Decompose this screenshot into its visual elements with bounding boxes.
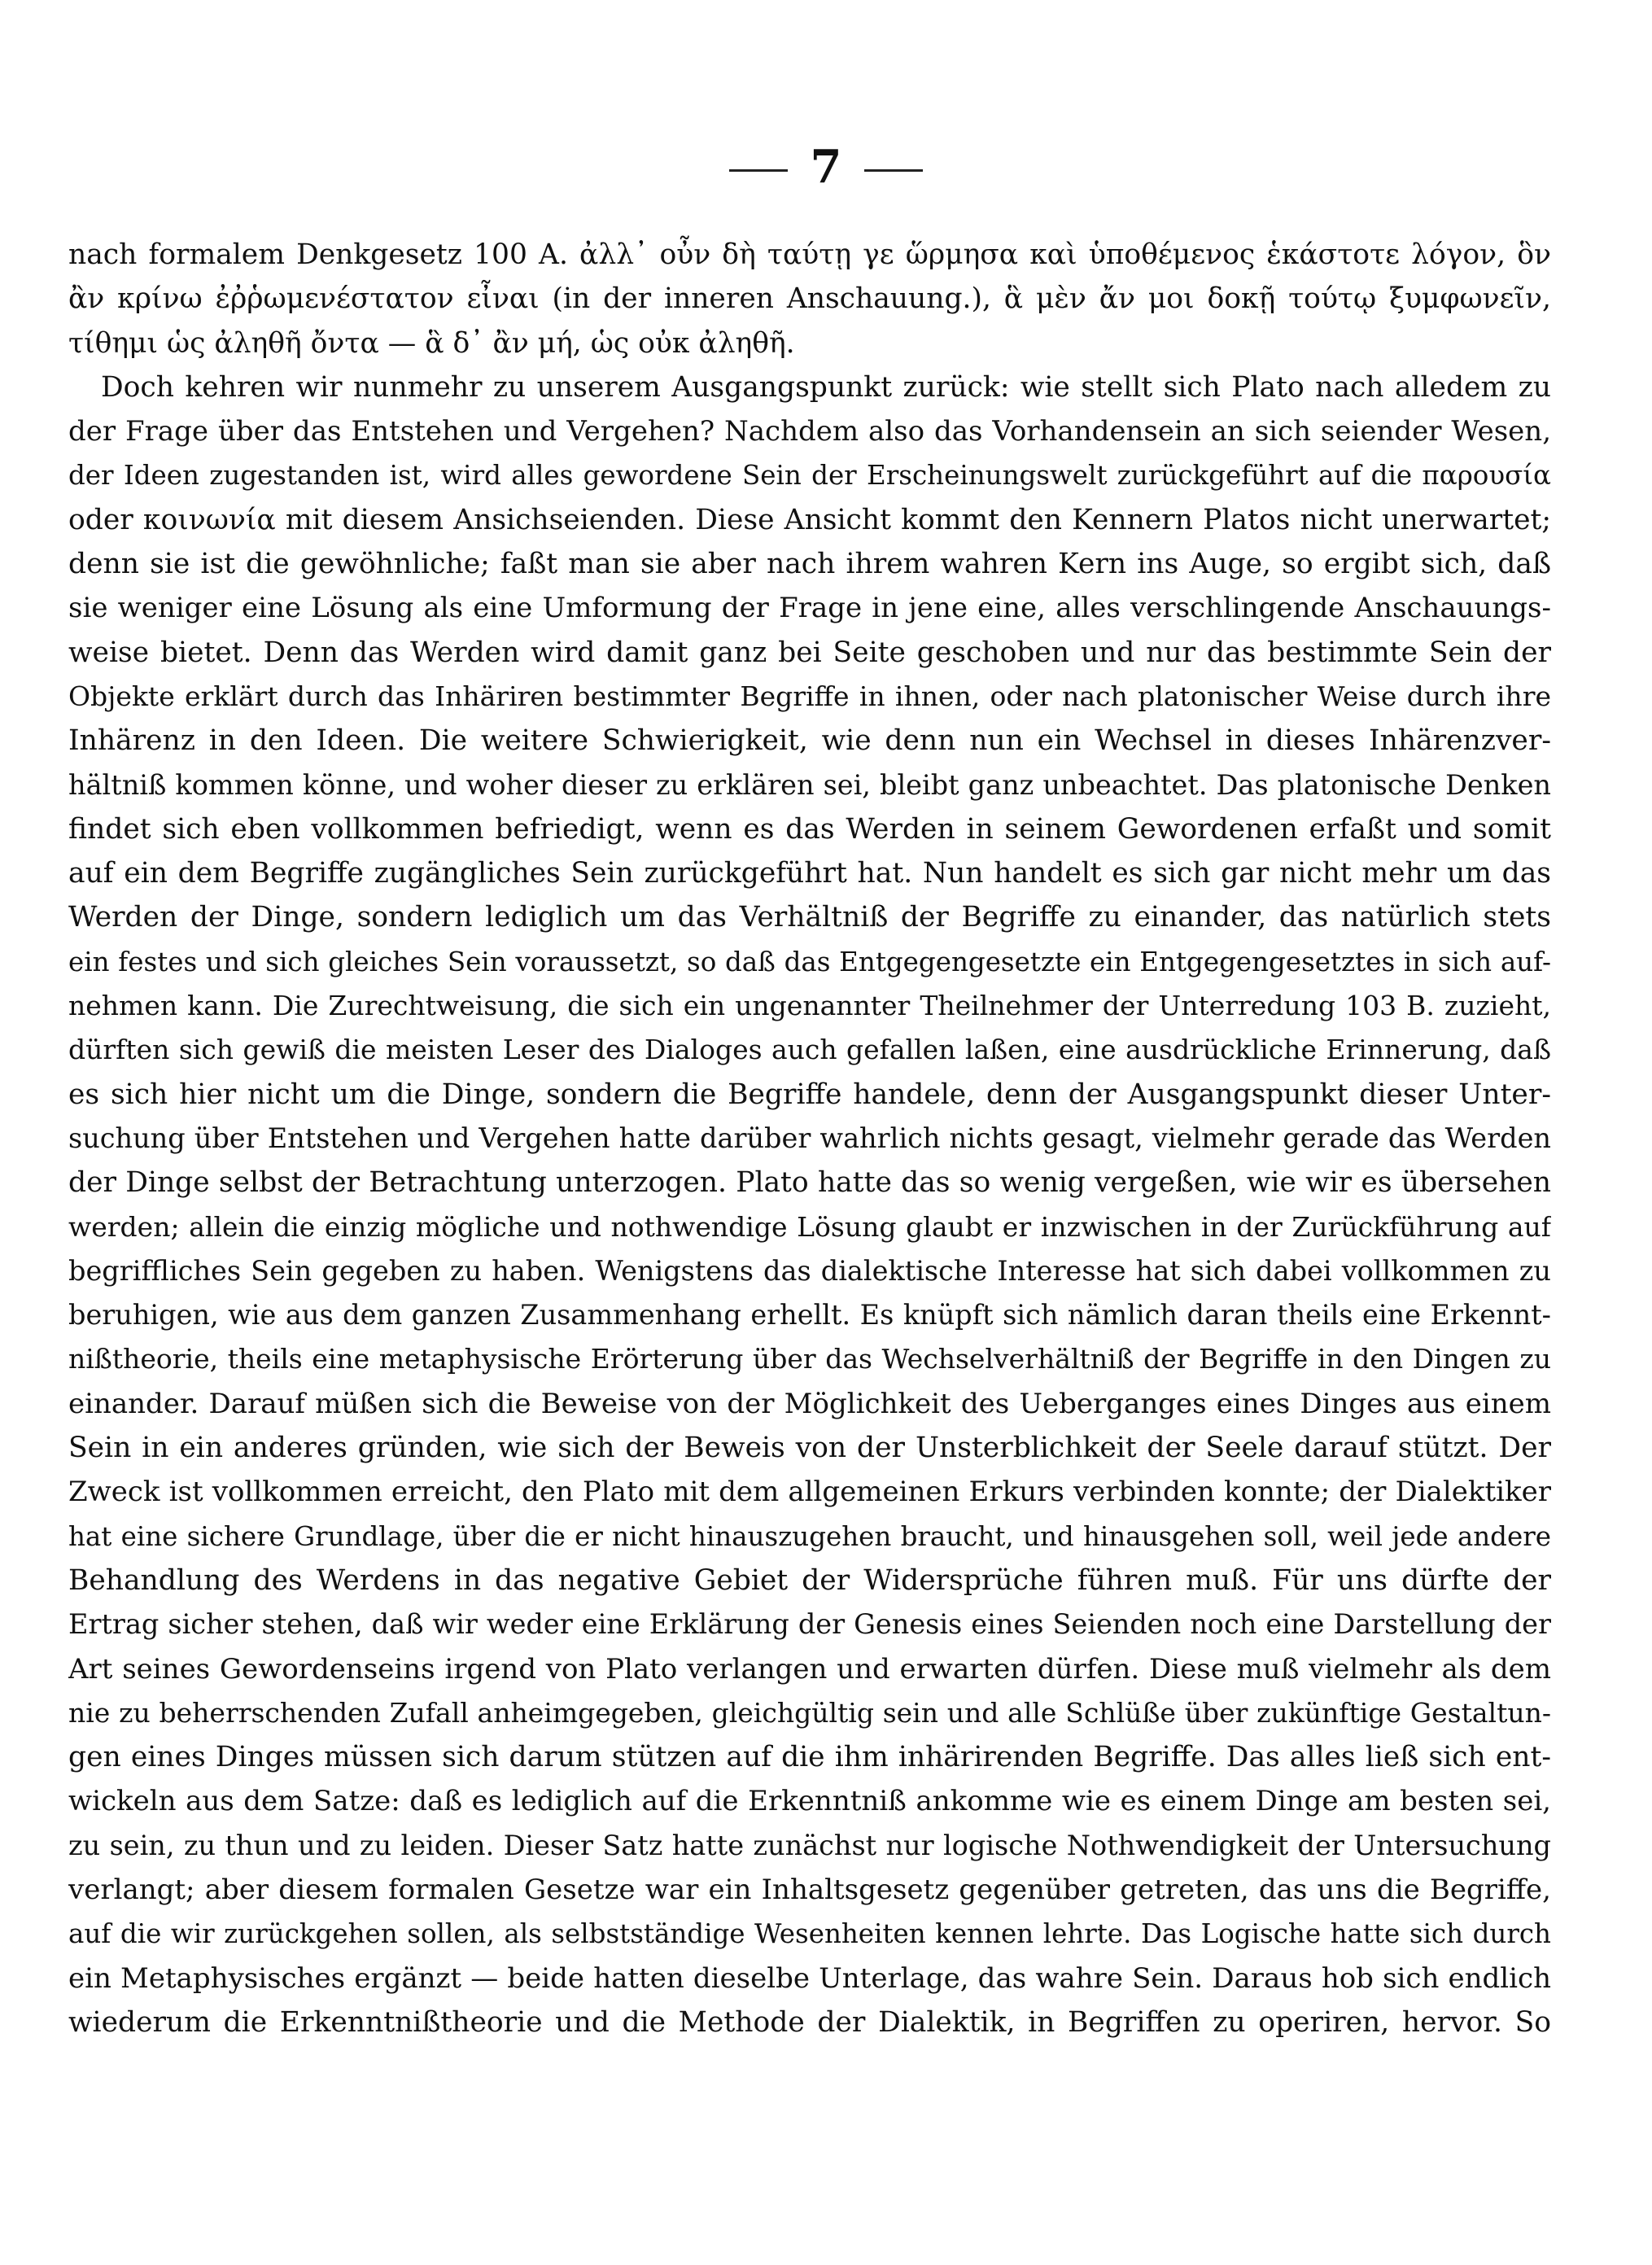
text-line: werden; allein die einzig mögliche und nothwendige Lösung glaubt er inzwischen in der Zurückführung auf	[68, 1210, 1551, 1243]
text-line: hat eine sichere Grundlage, über die er nicht hinauszugehen braucht, und hinausgehen soll, weil jede andere	[68, 1520, 1551, 1552]
text-line: Objekte erklärt durch das Inhäriren bestimmter Begriffe in ihnen, oder nach platonischer Weise durch ihre	[68, 680, 1551, 712]
text-line: weise bietet. Denn das Werden wird damit ganz bei Seite geschoben und nur das bestimmte Sein der	[68, 636, 1551, 669]
text-line: oder κοινωνία mit diesem Ansichseienden. Diese Ansicht kommt den Kennern Platos nicht unerwartet;	[68, 503, 1551, 536]
text-line: suchung über Entstehen und Vergehen hatte darüber wahrlich nichts gesagt, vielmehr gerade das Werden	[68, 1122, 1551, 1154]
text-line: denn sie ist die gewöhnliche; faßt man sie aber nach ihrem wahren Kern ins Auge, so ergibt sich, daß	[68, 548, 1551, 581]
text-line: findet sich eben vollkommen befriedigt, wenn es das Werden in seinem Gewordenen erfaßt und somit	[68, 812, 1551, 846]
text-line: wiederum die Erkenntnißtheorie und die Methode der Dialektik, in Begriffen zu operiren, hervor. So	[68, 2005, 1551, 2039]
text-line: nißtheorie, theils eine metaphysische Erörterung über das Wechselverhältniß der Begriffe in den Dingen zu	[68, 1343, 1551, 1375]
text-line: gen eines Dinges müssen sich darum stützen auf die ihm inhärirenden Begriffe. Das alles ließ sich ent-	[68, 1741, 1551, 1774]
text-line: ein festes und sich gleiches Sein voraussetzt, so daß das Entgegengesetzte ein Entgegengesetztes in sich auf-	[68, 946, 1551, 977]
text-line: beruhigen, wie aus dem ganzen Zusammenhang erhellt. Es knüpft sich nämlich daran theils eine Erkennt-	[68, 1299, 1551, 1331]
page-number: 7	[810, 140, 842, 194]
text-line: Behandlung des Werdens in das negative Gebiet der Widersprüche führen muß. Für uns dürfte der	[68, 1563, 1551, 1597]
text-line: hältniß kommen könne, und woher dieser zu erklären sei, bleibt ganz unbeachtet. Das platonische Denken	[68, 768, 1551, 801]
text-line: begriffliches Sein gegeben zu haben. Wenigstens das dialektische Interesse hat sich dabei vollkommen zu	[68, 1254, 1551, 1287]
text-line: Ertrag sicher stehen, daß wir weder eine Erklärung der Genesis eines Seienden noch eine Darstellung der	[68, 1608, 1551, 1641]
text-line: der Ideen zugestanden ist, wird alles gewordene Sein der Erscheinungswelt zurückgeführt auf die παρουσία	[68, 460, 1551, 492]
text-line: nehmen kann. Die Zurechtweisung, die sich ein ungenannter Theilnehmer der Unterredung 103 B. zuzieht,	[68, 990, 1551, 1022]
text-line: einander. Darauf müßen sich die Beweise von der Möglichkeit des Ueberganges eines Dinges aus einem	[68, 1387, 1551, 1420]
text-line: auf ein dem Begriffe zugängliches Sein zurückgeführt hat. Nun handelt es sich gar nicht mehr um das	[68, 857, 1551, 890]
text-line: Inhärenz in den Ideen. Die weitere Schwierigkeit, wie denn nun ein Wechsel in dieses Inhärenzver-	[68, 724, 1551, 758]
text-line: Zweck ist vollkommen erreicht, den Plato mit dem allgemeinen Erkurs verbinden konnte; der Dialektiker	[68, 1476, 1551, 1509]
text-line: Werden der Dinge, sondern lediglich um das Verhältniß der Begriffe zu einander, das natürlich stets	[68, 901, 1551, 934]
text-line: τίθημι ὡς ἀληθῆ ὄντα — ἃ δ᾽ ἂν μή, ὡς οὐκ ἀληθῆ.	[68, 326, 795, 360]
text-line: verlangt; aber diesem formalen Gesetze war ein Inhaltsgesetz gegenüber getreten, das uns die Begriffe,	[68, 1873, 1551, 1906]
text-line: ein Metaphysisches ergänzt — beide hatten dieselbe Unterlage, das wahre Sein. Daraus hob sich endlich	[68, 1961, 1551, 1995]
text-line: dürften sich gewiß die meisten Leser des Dialoges auch gefallen laßen, eine ausdrückliche Erinnerung, daß	[68, 1034, 1551, 1066]
text-line: wickeln aus dem Satze: daß es lediglich auf die Erkenntniß ankomme wie es einem Dinge am besten sei,	[68, 1785, 1551, 1818]
body-text	[68, 233, 1551, 2044]
text-line: auf die wir zurückgehen sollen, als selbstständige Wesenheiten kennen lehrte. Das Logische hatte sich durch	[68, 1918, 1551, 1950]
text-line: der Frage über das Entstehen und Vergehen? Nachdem also das Vorhandensein an sich seiender Wesen,	[68, 415, 1551, 448]
text-line: nie zu beherrschenden Zufall anheimgegeben, gleichgültig sein und alle Schlüße über zukünftige Gestaltun-	[68, 1696, 1551, 1729]
text-line: Art seines Gewordenseins irgend von Plato verlangen und erwarten dürfen. Diese muß vielmehr als dem	[68, 1652, 1551, 1686]
header-dash-left	[729, 169, 788, 172]
text-line: Doch kehren wir nunmehr zu unserem Ausgangspunkt zurück: wie stellt sich Plato nach alledem zu	[101, 370, 1551, 404]
text-line: sie weniger eine Lösung als eine Umformung der Frage in jene eine, alles verschlingende Anschauungs-	[68, 592, 1551, 625]
text-line: es sich hier nicht um die Dinge, sondern die Begriffe handele, denn der Ausgangspunkt dieser Unter-	[68, 1078, 1551, 1111]
text-line: Sein in ein anderes gründen, wie sich der Beweis von der Unsterblichkeit der Seele darauf stützt. Der	[68, 1432, 1551, 1465]
header-dash-right	[864, 169, 923, 172]
text-line: ἂν κρίνω ἐῤῥωμενέστατον εἶναι (in der inneren Anschauung.), ἃ μὲν ἄν μοι δοκῇ τούτῳ ξυμφωνεῖν,	[68, 282, 1551, 316]
text-line: der Dinge selbst der Betrachtung unterzogen. Plato hatte das so wenig vergeßen, wie wir es übersehen	[68, 1166, 1551, 1200]
page-header	[0, 138, 1652, 195]
text-line: zu sein, zu thun und zu leiden. Dieser Satz hatte zunächst nur logische Nothwendigkeit der Untersuchung	[68, 1829, 1551, 1861]
text-line: nach formalem Denkgesetz 100 A. ἀλλ᾽ οὖν δὴ ταύτῃ γε ὥρμησα καὶ ὑποθέμενος ἑκάστοτε λόγον, ὃν	[68, 238, 1551, 271]
